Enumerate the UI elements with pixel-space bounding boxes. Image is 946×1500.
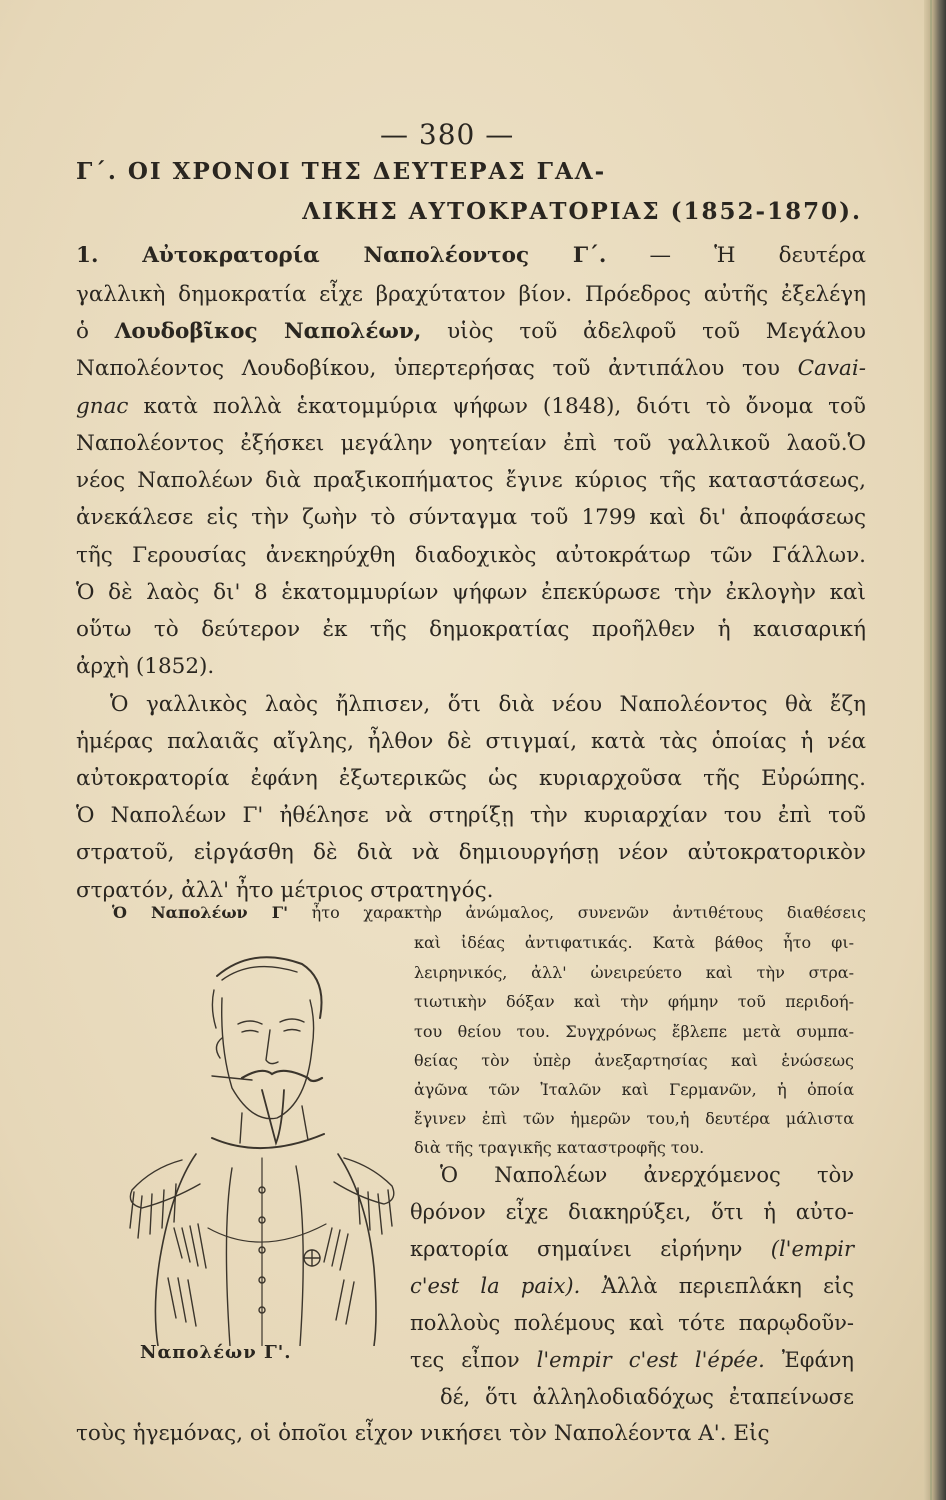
french-quote: c'est la paix).	[410, 1274, 581, 1298]
text-line	[410, 1345, 854, 1375]
page-number: — 380 —	[380, 118, 515, 151]
italic-name: Cavai-	[797, 356, 866, 381]
small-text-line: ἀγῶνα τῶν Ἰταλῶν καὶ Γερμανῶν, ἡ ὁποία	[414, 1080, 854, 1099]
text-fragment: — Ἡ δευτέρα	[649, 243, 866, 268]
text-fragment: κρατορία σημαίνει εἰρήνην	[410, 1237, 743, 1261]
page-edge-line	[930, 0, 932, 1500]
small-text-lead: Ὁ Ναπολέων Γ'	[112, 903, 289, 922]
portrait-napoleon-iii-image	[112, 928, 404, 1346]
text-line	[76, 317, 866, 347]
small-text-line: καὶ ἰδέας ἀντιφατικάς. Κατὰ βάθος ἦτο φι-	[414, 933, 854, 952]
text-line: Ὁ γαλλικὸς λαὸς ἤλπισεν, ὅτι διὰ νέου Ναπολέοντος θὰ ἔζη	[110, 692, 866, 717]
text-line: ἀρχὴ (1852).	[76, 654, 215, 679]
text-line: δέ, ὅτι ἀλληλοδιαδόχως ἐταπείνωσε	[440, 1385, 854, 1409]
text-line: γαλλικὴ δημοκρατία εἶχε βραχύτατον βίον. Πρόεδρος αὐτῆς ἐξελέγη	[76, 282, 866, 307]
text-line: Ὁ Ναπολέων Γ' ἠθέλησε νὰ στηρίξῃ τὴν κυριαρχίαν του ἐπὶ τοῦ	[76, 803, 866, 828]
portrait-caption: Ναπολέων Γ'.	[140, 1342, 292, 1363]
text-fragment: κατὰ πολλὰ ἑκατομμύρια ψήφων (1848), διότι τὸ ὄνομα τοῦ	[143, 394, 866, 419]
text-line: θρόνον εἶχε διακηρύξει, ὅτι ἡ αὐτο-	[410, 1200, 854, 1224]
text-line: πολλοὺς πολέμους καὶ τότε παρῳδοῦν-	[410, 1311, 854, 1335]
text-line: τοὺς ἡγεμόνας, οἱ ὁποῖοι εἶχον νικήσει τὸν Ναπολέοντα Α'. Εἰς	[76, 1421, 770, 1446]
french-quote: l'empir c'est l'épée.	[536, 1348, 765, 1372]
chapter-title-line2: ΛΙΚΗΣ ΑΥΤΟΚΡΑΤΟΡΙΑΣ (1852-1870).	[302, 198, 862, 225]
section-heading: 1. Αὐτοκρατορία Ναπολέοντος Γ΄.	[76, 243, 607, 268]
text-line: ἀνεκάλεσε εἰς τὴν ζωὴν τὸ σύνταγμα τοῦ 1799 καὶ δι' ἀποφάσεως	[76, 505, 866, 530]
small-text-line: θείας τὸν ὑπὲρ ἀνεξαρτησίας καὶ ἑνώσεως	[414, 1051, 854, 1070]
text-fragment: υἱὸς τοῦ ἀδελφοῦ τοῦ Μεγάλου	[447, 319, 866, 344]
text-line	[76, 354, 866, 384]
text-fragment: ἦτο χαρακτὴρ ἀνώμαλος, συνενῶν ἀντιθέτους διαθέσεις	[311, 903, 866, 922]
small-text-line: διὰ τῆς τραγικῆς καταστροφῆς του.	[414, 1138, 705, 1157]
small-text-line: λειρηνικός, ἀλλ' ὠνειρεύετο καὶ τὴν στρα-	[414, 963, 854, 982]
text-line: στρατόν, ἀλλ' ἦτο μέτριος στρατηγός.	[76, 878, 494, 903]
text-line: Ὁ δὲ λαὸς δι' 8 ἑκατομμυρίων ψήφων ἐπεκύρωσε τὴν ἐκλογὴν καὶ	[76, 580, 866, 605]
small-text-line: ἔγινεν ἐπὶ τῶν ἡμερῶν του,ἡ δευτέρα μάλιστα	[414, 1109, 854, 1128]
text-fragment: Ἐφάνη	[781, 1348, 854, 1372]
text-line: νέος Ναπολέων διὰ πραξικοπήματος ἔγινε κύριος τῆς καταστάσεως,	[76, 468, 866, 493]
page-edge	[924, 0, 946, 1500]
text-fragment: Ἀλλὰ περιεπλάκη εἰς	[601, 1274, 854, 1298]
text-line: αὐτοκρατορία ἐφάνη ἐξωτερικῶς ὡς κυριαρχοῦσα τῆς Εὐρώπης.	[76, 766, 866, 791]
text-line: Ναπολέοντος ἐξήσκει μεγάλην γοητείαν ἐπὶ τοῦ γαλλικοῦ λαοῦ.Ὁ	[76, 431, 866, 456]
small-text-line	[112, 902, 866, 924]
text-fragment: Ναπολέοντος Λουδοβίκου, ὑπερτερήσας τοῦ ἀντιπάλου του	[76, 356, 780, 381]
text-line: οὕτω τὸ δεύτερον ἐκ τῆς δημοκρατίας προῆλθεν ἡ καισαρική	[76, 617, 866, 642]
text-line: Ὁ Ναπολέων ἀνερχόμενος τὸν	[440, 1163, 854, 1187]
text-line	[410, 1271, 854, 1301]
text-line: τῆς Γερουσίας ἀνεκηρύχθη διαδοχικὸς αὐτοκράτωρ τῶν Γάλλων.	[76, 543, 866, 568]
text-fragment: τες εἶπον	[410, 1348, 520, 1372]
italic-name: gnac	[76, 394, 129, 419]
name-bold: Λουδοβῖκος Ναπολέων,	[114, 319, 422, 344]
small-text-line: του θείου του. Συγχρόνως ἔβλεπε μετὰ συμπα-	[414, 1022, 854, 1041]
text-fragment: ὁ	[76, 319, 89, 344]
small-text-line: τιωτικὴν δόξαν καὶ τὴν φήμην τοῦ περιδοή-	[414, 992, 854, 1011]
french-quote: (l'empir	[770, 1237, 854, 1261]
text-line	[410, 1234, 854, 1264]
section-heading-line	[76, 241, 866, 271]
chapter-title-line1: Γ΄. ΟΙ ΧΡΟΝΟΙ ΤΗΣ ΔΕΥΤΕΡΑΣ ΓΑΛ-	[76, 158, 607, 185]
text-line	[76, 392, 866, 422]
text-line: ἡμέρας παλαιᾶς αἴγλης, ἦλθον δὲ στιγμαί, κατὰ τὰς ὁποίας ἡ νέα	[76, 729, 866, 754]
text-line: στρατοῦ, εἰργάσθη δὲ διὰ νὰ δημιουργήσῃ νέον αὐτοκρατορικὸν	[76, 840, 866, 865]
